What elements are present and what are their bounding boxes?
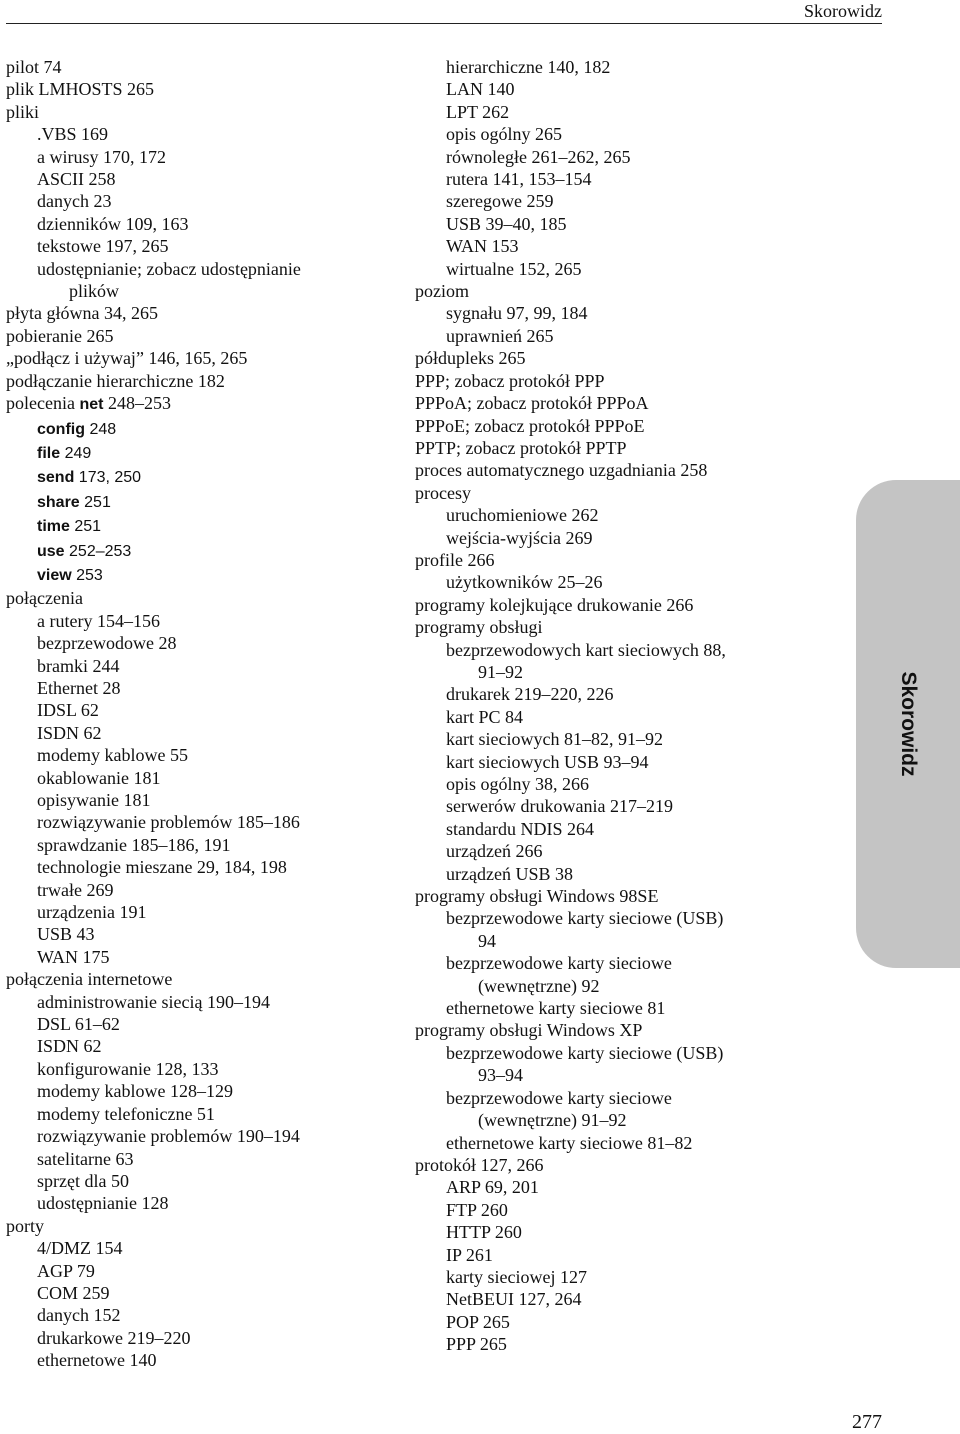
index-entry — [6, 1349, 398, 1371]
index-entry — [415, 683, 805, 705]
index-entry-text: opis ogólny 38, 266 — [446, 774, 590, 794]
index-entry-text: 94 — [478, 930, 496, 951]
index-entry-text: PPP; zobacz protokół PPP — [415, 370, 605, 391]
index-entry — [415, 885, 805, 907]
index-entry-text: ISDN 62 — [37, 1036, 102, 1057]
index-entry — [415, 280, 805, 302]
index-entry-text: COM 259 — [37, 1282, 110, 1303]
index-entry — [6, 1058, 398, 1080]
index-entry-text: porty — [6, 1215, 44, 1236]
index-entry-text: IP 261 — [446, 1244, 493, 1265]
index-entry-text: WAN 175 — [37, 946, 110, 967]
index-entry — [415, 123, 805, 145]
index-entry-text: hierarchiczne 140, 182 — [446, 57, 611, 77]
index-entry-text: płyta główna 34, 265 — [6, 303, 158, 324]
index-entry-text: bezprzewodowe karty sieciowe (USB) — [446, 908, 724, 929]
index-entry — [6, 392, 398, 416]
index-entry-text: tekstowe 197, 265 — [37, 236, 169, 257]
index-entry-text: rutera 141, 153–154 — [446, 169, 592, 190]
index-entry-text: satelitarne 63 — [37, 1148, 134, 1169]
index-entry-text: ARP 69, 201 — [446, 1177, 539, 1198]
index-entry-text: technologie mieszane 29, 184, 198 — [37, 857, 287, 878]
index-entry — [6, 258, 398, 280]
index-entry-pages: 251 — [79, 493, 111, 511]
index-entry-text: trwałe 269 — [37, 879, 114, 900]
index-entry — [6, 655, 398, 677]
index-entry-text: standardu NDIS 264 — [446, 818, 594, 839]
index-entry-text: serwerów drukowania 217–219 — [446, 796, 673, 817]
index-entry — [415, 190, 805, 212]
index-entry-text: wejścia-wyjścia 269 — [446, 527, 593, 548]
index-entry — [415, 1109, 805, 1131]
index-entry-text: udostępnianie 128 — [37, 1193, 169, 1214]
index-entry — [415, 997, 805, 1019]
index-entry-text: a rutery 154–156 — [37, 610, 160, 631]
index-entry — [6, 856, 398, 878]
index-entry-text: 4/DMZ 154 — [37, 1238, 123, 1259]
index-entry-text: FTP 260 — [446, 1199, 508, 1220]
index-entry-text: równoległe 261–262, 265 — [446, 146, 631, 167]
index-entry — [6, 879, 398, 901]
index-entry-text: DSL 61–62 — [37, 1014, 120, 1035]
index-entry-text: pliki — [6, 101, 40, 122]
index-entry — [415, 1266, 805, 1288]
index-entry — [415, 56, 805, 78]
index-entry-text: karty sieciowej 127 — [446, 1266, 587, 1287]
index-entry — [6, 280, 398, 302]
index-entry — [415, 706, 805, 728]
index-entry — [6, 490, 398, 514]
index-entry-text: USB 39–40, 185 — [446, 213, 567, 234]
index-entry-text: drukarek 219–220, 226 — [446, 684, 614, 705]
index-entry-text: proces automatycznego uzgadniania 258 — [415, 460, 708, 481]
index-entry — [6, 1035, 398, 1057]
index-entry-text: bramki 244 — [37, 655, 120, 676]
index-entry — [6, 1282, 398, 1304]
index-entry — [415, 975, 805, 997]
index-entry-command: share — [37, 493, 80, 511]
index-entry-text: opis ogólny 265 — [446, 124, 563, 145]
index-entry-text: opisywanie 181 — [37, 790, 151, 810]
index-entry-text: (wewnętrzne) 91–92 — [478, 1110, 627, 1131]
index-entry-pages: 251 — [69, 518, 102, 536]
index-entry — [415, 1199, 805, 1221]
index-column-right — [415, 56, 805, 1356]
index-entry — [6, 811, 398, 833]
index-entry-text: sygnału 97, 99, 184 — [446, 303, 588, 324]
index-entry — [6, 235, 398, 257]
index-entry — [6, 563, 398, 587]
index-entry-text: urządzeń USB 38 — [446, 863, 573, 884]
running-header-title: Skorowidz — [804, 1, 882, 21]
index-entry — [415, 146, 805, 168]
index-entry — [6, 325, 398, 347]
index-entry-text: konfigurowanie 128, 133 — [37, 1058, 219, 1079]
index-entry — [415, 728, 805, 750]
index-entry — [6, 789, 398, 811]
index-entry-pages: 173, 250 — [74, 469, 142, 487]
index-entry — [6, 1080, 398, 1102]
index-entry-text: rozwiązywanie problemów 185–186 — [37, 812, 300, 833]
index-entry-text: ethernetowe karty sieciowe 81–82 — [446, 1132, 693, 1153]
index-entry-text: urządzenia 191 — [37, 902, 147, 923]
index-entry — [6, 539, 398, 563]
index-entry-text: udostępnianie; zobacz udostępnianie — [37, 258, 301, 279]
index-entry-text: PPP 265 — [446, 1334, 507, 1355]
index-entry-command: time — [37, 518, 70, 536]
index-entry — [415, 549, 805, 571]
index-entry-text: polecenia — [6, 393, 80, 414]
index-entry — [6, 213, 398, 235]
index-entry — [6, 302, 398, 324]
index-entry — [6, 465, 398, 489]
index-entry — [415, 1311, 805, 1333]
index-entry — [415, 415, 805, 437]
index-entry-text: 91–92 — [478, 661, 523, 682]
index-entry-command: file — [37, 444, 61, 462]
index-entry — [415, 1087, 805, 1109]
index-entry — [6, 991, 398, 1013]
index-entry — [6, 834, 398, 856]
index-entry-text: plików — [69, 281, 120, 302]
index-entry-text: programy obsługi Windows 98SE — [415, 886, 659, 907]
thumb-tab-label: Skorowidz — [897, 671, 920, 777]
index-entry — [415, 1154, 805, 1176]
index-entry-pages: 248 — [85, 420, 117, 438]
index-entry — [415, 840, 805, 862]
index-entry-text: NetBEUI 127, 264 — [446, 1289, 582, 1310]
index-entry-text: procesy — [415, 482, 471, 503]
index-entry — [6, 146, 398, 168]
index-entry-text: uprawnień 265 — [446, 325, 554, 346]
index-entry-text: uruchomieniowe 262 — [446, 505, 599, 526]
index-entry-text: kart sieciowych 81–82, 91–92 — [446, 729, 663, 750]
index-entry — [415, 1221, 805, 1243]
index-entry-text: sprzęt dla 50 — [37, 1170, 129, 1191]
index-entry — [415, 773, 805, 795]
index-entry — [415, 392, 805, 414]
index-entry-text: a wirusy 170, 172 — [37, 146, 166, 167]
index-entry-text: .VBS 169 — [37, 124, 109, 145]
index-entry-text: WAN 153 — [446, 236, 519, 257]
index-entry — [415, 1042, 805, 1064]
index-entry-text: ethernetowe karty sieciowe 81 — [446, 998, 666, 1019]
index-entry-text: „podłącz i używaj” 146, 165, 265 — [6, 348, 248, 369]
index-entry — [415, 437, 805, 459]
index-entry-text: pobieranie 265 — [6, 325, 114, 346]
index-entry-text: HTTP 260 — [446, 1222, 522, 1243]
index-entry-text: PPTP; zobacz protokół PPTP — [415, 437, 627, 458]
index-entry — [6, 1304, 398, 1326]
index-entry — [415, 616, 805, 638]
index-entry-text: sprawdzanie 185–186, 191 — [37, 834, 231, 855]
index-entry — [6, 190, 398, 212]
index-entry-text: ethernetowe 140 — [37, 1350, 157, 1371]
index-entry — [6, 1192, 398, 1214]
index-entry-text: PPPoA; zobacz protokół PPPoA — [415, 393, 649, 414]
index-entry-text: kart PC 84 — [446, 706, 524, 727]
index-entry — [6, 699, 398, 721]
index-entry-text: okablowanie 181 — [37, 767, 161, 788]
index-entry — [415, 1064, 805, 1086]
index-entry — [415, 1244, 805, 1266]
index-entry-command: view — [37, 566, 72, 584]
index-entry-text: POP 265 — [446, 1311, 510, 1332]
index-entry-text: połączenia internetowe — [6, 969, 173, 990]
index-entry — [6, 901, 398, 923]
index-entry — [6, 1170, 398, 1192]
index-entry — [6, 417, 398, 441]
index-entry-text: bezprzewodowe karty sieciowe (USB) — [446, 1042, 724, 1063]
index-entry — [6, 677, 398, 699]
index-entry — [6, 441, 398, 465]
index-entry — [6, 1103, 398, 1125]
index-entry — [415, 795, 805, 817]
index-entry — [415, 818, 805, 840]
index-entry — [415, 504, 805, 526]
index-entry — [6, 1260, 398, 1282]
index-entry — [6, 632, 398, 654]
index-entry — [415, 863, 805, 885]
index-entry-text: bezprzewodowe karty sieciowe — [446, 953, 672, 974]
index-entry — [6, 1013, 398, 1035]
index-entry-text: drukarkowe 219–220 — [37, 1327, 191, 1348]
index-entry — [415, 325, 805, 347]
index-entry — [415, 1132, 805, 1154]
index-entry-text: bezprzewodowe 28 — [37, 633, 177, 654]
index-entry-text: użytkowników 25–26 — [446, 572, 603, 593]
index-entry — [6, 587, 398, 609]
index-entry-text: IDSL 62 — [37, 700, 99, 721]
index-entry-text: ASCII 258 — [37, 169, 116, 190]
index-entry — [415, 1288, 805, 1310]
index-entry-text: dzienników 109, 163 — [37, 213, 189, 234]
index-entry-text: (wewnętrzne) 92 — [478, 975, 600, 996]
index-entry — [415, 907, 805, 929]
index-entry — [415, 1176, 805, 1198]
index-entry-text: AGP 79 — [37, 1260, 95, 1281]
index-entry — [415, 168, 805, 190]
index-entry — [6, 968, 398, 990]
index-entry-text: szeregowe 259 — [446, 191, 554, 212]
index-entry-text: USB 43 — [37, 924, 95, 945]
index-entry-text: Ethernet 28 — [37, 677, 121, 698]
index-entry-text: plik LMHOSTS 265 — [6, 79, 155, 100]
index-entry — [6, 56, 398, 78]
index-entry — [415, 347, 805, 369]
index-entry — [415, 751, 805, 773]
index-entry-text: administrowanie siecią 190–194 — [37, 991, 270, 1012]
index-entry-text: półdupleks 265 — [415, 348, 526, 369]
index-entry — [6, 1327, 398, 1349]
page-number: 277 — [852, 1411, 882, 1433]
index-entry-text: danych 23 — [37, 191, 112, 212]
index-entry — [415, 1019, 805, 1041]
thumb-tab — [856, 480, 960, 968]
index-entry — [6, 767, 398, 789]
index-entry-text: urządzeń 266 — [446, 841, 543, 862]
index-entry-text: kart sieciowych USB 93–94 — [446, 751, 649, 772]
index-entry-pages: 252–253 — [64, 542, 132, 560]
index-entry-text: wirtualne 152, 265 — [446, 258, 582, 279]
index-entry-text: modemy kablowe 55 — [37, 745, 188, 766]
index-entry — [6, 923, 398, 945]
index-entry-text: programy obsługi — [415, 617, 543, 638]
index-entry — [6, 123, 398, 145]
index-entry — [6, 1148, 398, 1170]
index-entry — [6, 1215, 398, 1237]
index-entry — [6, 168, 398, 190]
index-entry — [6, 514, 398, 538]
index-entry — [415, 302, 805, 324]
index-entry-text: połączenia — [6, 588, 83, 609]
index-entry — [415, 459, 805, 481]
index-entry-text: profile 266 — [415, 549, 495, 570]
index-entry-text: pilot 74 — [6, 57, 62, 77]
index-entry-text: programy obsługi Windows XP — [415, 1020, 643, 1041]
index-entry-text: bezprzewodowych kart sieciowych 88, — [446, 639, 726, 660]
index-entry — [415, 571, 805, 593]
index-entry-text: bezprzewodowe karty sieciowe — [446, 1087, 672, 1108]
index-entry — [415, 930, 805, 952]
index-entry — [6, 370, 398, 392]
index-entry-pages: 253 — [71, 566, 103, 584]
index-entry-text: ISDN 62 — [37, 722, 102, 743]
index-entry-text: rozwiązywanie problemów 190–194 — [37, 1126, 300, 1147]
index-entry — [415, 639, 805, 661]
index-entry — [6, 722, 398, 744]
index-entry — [415, 258, 805, 280]
index-entry — [6, 78, 398, 100]
index-entry-text: modemy kablowe 128–129 — [37, 1081, 233, 1102]
index-entry — [6, 1237, 398, 1259]
index-entry — [415, 594, 805, 616]
index-entry-text: LPT 262 — [446, 101, 510, 122]
index-entry — [6, 744, 398, 766]
index-entry-text: 93–94 — [478, 1065, 523, 1086]
index-entry — [415, 213, 805, 235]
index-entry — [415, 370, 805, 392]
index-entry — [6, 610, 398, 632]
index-entry-text: danych 152 — [37, 1305, 121, 1326]
index-entry — [415, 482, 805, 504]
index-entry-pages: 249 — [60, 444, 92, 462]
index-entry — [6, 1125, 398, 1147]
index-entry — [415, 661, 805, 683]
index-entry-text: LAN 140 — [446, 79, 515, 100]
index-entry-text: programy kolejkujące drukowanie 266 — [415, 594, 694, 615]
index-entry — [6, 101, 398, 123]
index-entry — [415, 952, 805, 974]
header-rule — [6, 23, 882, 24]
index-entry-text: modemy telefoniczne 51 — [37, 1103, 215, 1124]
index-entry-text: protokół 127, 266 — [415, 1154, 544, 1175]
index-entry-pages: 248–253 — [103, 393, 171, 414]
index-entry-text: poziom — [415, 281, 469, 302]
index-entry-command: net — [79, 396, 104, 414]
index-entry-text: podłączanie hierarchiczne 182 — [6, 370, 225, 391]
index-entry-command: use — [37, 542, 65, 560]
index-entry — [6, 946, 398, 968]
index-entry — [6, 347, 398, 369]
index-entry — [415, 527, 805, 549]
index-entry-command: send — [37, 469, 75, 487]
index-entry-text: PPPoE; zobacz protokół PPPoE — [415, 415, 645, 436]
index-entry — [415, 1333, 805, 1355]
index-entry — [415, 235, 805, 257]
index-entry-command: config — [37, 420, 85, 438]
index-entry — [415, 101, 805, 123]
index-column-left — [6, 56, 398, 1372]
index-entry — [415, 78, 805, 100]
